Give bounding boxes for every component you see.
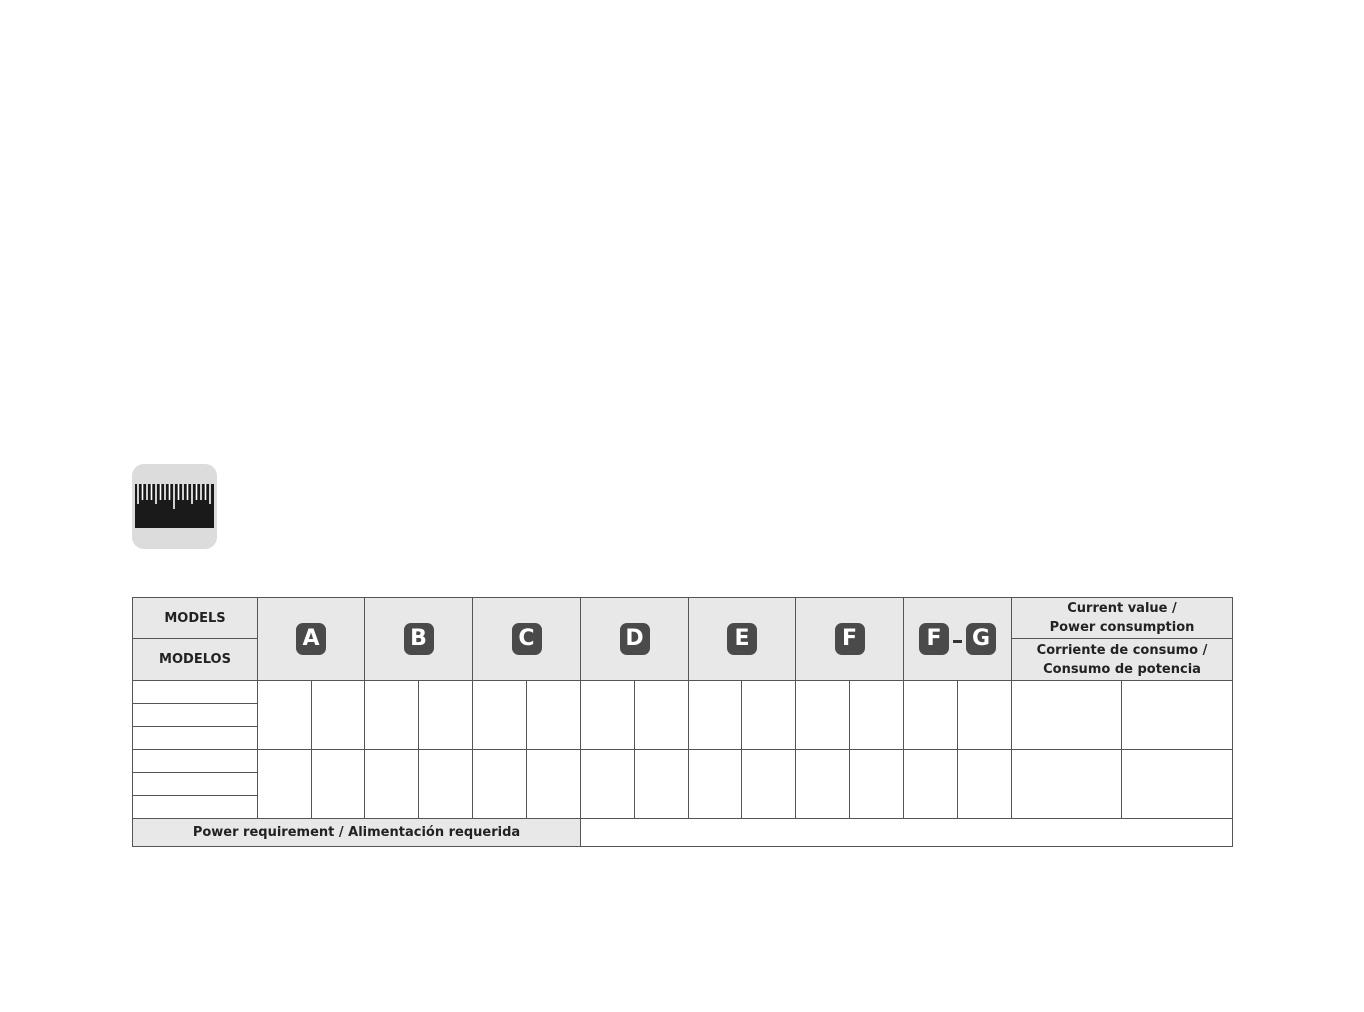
current-label-en-line1: Current value / bbox=[1067, 601, 1177, 616]
value-cell bbox=[258, 750, 312, 819]
value-cell bbox=[527, 750, 581, 819]
value-cell bbox=[796, 681, 850, 750]
power-consumption-cell bbox=[1122, 750, 1233, 819]
value-cell bbox=[581, 681, 635, 750]
dimension-c-badge: C bbox=[512, 623, 542, 655]
current-label-en bbox=[1012, 598, 1233, 639]
dimension-f-badge: F bbox=[835, 623, 865, 655]
dimension-b-badge: B bbox=[404, 623, 434, 655]
dimension-b-header bbox=[365, 598, 473, 681]
dimension-e-header bbox=[689, 598, 796, 681]
current-value-cell bbox=[1012, 681, 1122, 750]
value-cell bbox=[527, 681, 581, 750]
current-label-es bbox=[1012, 639, 1233, 681]
value-cell bbox=[689, 750, 742, 819]
value-cell bbox=[850, 681, 904, 750]
value-cell bbox=[473, 750, 527, 819]
value-cell bbox=[742, 750, 796, 819]
value-cell bbox=[958, 750, 1012, 819]
value-cell bbox=[904, 750, 958, 819]
models-label-en: MODELS bbox=[133, 598, 258, 639]
model-cell bbox=[133, 681, 258, 704]
value-cell bbox=[473, 681, 527, 750]
dimension-a-badge: A bbox=[296, 623, 326, 655]
dimension-fg-end-badge: G bbox=[966, 623, 996, 655]
value-cell bbox=[635, 750, 689, 819]
dimension-e-badge: E bbox=[727, 623, 757, 655]
value-cell bbox=[258, 681, 312, 750]
ruler-icon-graphic bbox=[132, 464, 217, 549]
value-cell bbox=[904, 681, 958, 750]
value-cell bbox=[419, 750, 473, 819]
dimension-d-badge: D bbox=[620, 623, 650, 655]
value-cell bbox=[365, 750, 419, 819]
model-cell bbox=[133, 727, 258, 750]
value-cell bbox=[850, 750, 904, 819]
model-cell bbox=[133, 704, 258, 727]
dimension-fg-header bbox=[904, 598, 1012, 681]
value-cell bbox=[365, 681, 419, 750]
value-cell bbox=[312, 750, 365, 819]
current-value-cell bbox=[1012, 750, 1122, 819]
dimension-fg-start-badge: F bbox=[919, 623, 949, 655]
current-label-en-line2: Power consumption bbox=[1049, 620, 1195, 635]
value-cell bbox=[796, 750, 850, 819]
dimension-f-header bbox=[796, 598, 904, 681]
model-cell bbox=[133, 796, 258, 819]
power-requirement-label: Power requirement / Alimentación requerida bbox=[133, 819, 581, 847]
power-requirement-value bbox=[581, 819, 1233, 847]
models-label-es: MODELOS bbox=[133, 639, 258, 681]
value-cell bbox=[312, 681, 365, 750]
dimension-a-header bbox=[258, 598, 365, 681]
value-cell bbox=[419, 681, 473, 750]
model-cell bbox=[133, 773, 258, 796]
value-cell bbox=[581, 750, 635, 819]
value-cell bbox=[635, 681, 689, 750]
dimension-d-header bbox=[581, 598, 689, 681]
model-cell bbox=[133, 750, 258, 773]
value-cell bbox=[689, 681, 742, 750]
power-consumption-cell bbox=[1122, 681, 1233, 750]
ruler-icon bbox=[132, 464, 217, 549]
value-cell bbox=[958, 681, 1012, 750]
current-label-es-line2: Consumo de potencia bbox=[1043, 661, 1201, 677]
value-cell bbox=[742, 681, 796, 750]
dimension-c-header bbox=[473, 598, 581, 681]
range-dash bbox=[953, 640, 962, 643]
current-label-es-line1: Corriente de consumo / bbox=[1036, 642, 1208, 658]
spec-table bbox=[132, 597, 1233, 847]
